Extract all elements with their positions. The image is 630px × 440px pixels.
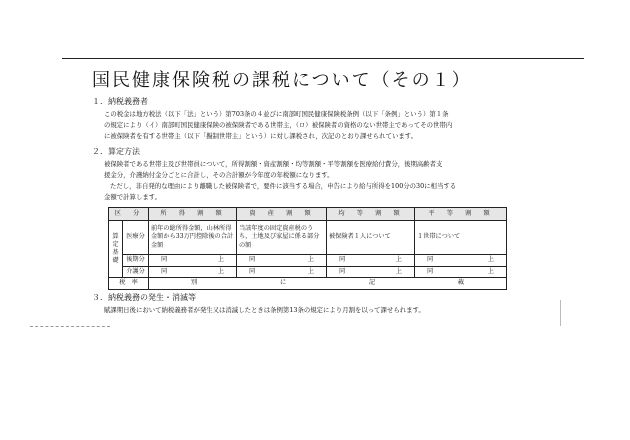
header-income-levy: 所 得 割 額 <box>149 208 237 221</box>
header-category: 区 分 <box>109 208 149 221</box>
section-2-line-2: 援金分，介護納付金分ごとに合計し，その合計額が今年度の年税額になります。 <box>104 171 334 179</box>
table-row: 後期分 同 上 同 上 同 上 同 上 <box>109 255 507 267</box>
row-label-medical: 医療分 <box>123 221 149 255</box>
page-edge-mark <box>560 300 595 326</box>
row-label-tax-rate: 税 率 <box>109 278 149 290</box>
document-title: 国民健康保険税の課税について（その１） <box>92 70 472 91</box>
calculation-basis-label: 算 定 基 礎 <box>109 221 123 278</box>
tax-calculation-table <box>108 207 507 290</box>
header-equal-levy: 均 等 割 額 <box>327 208 415 221</box>
header-asset-levy: 資 産 割 額 <box>237 208 327 221</box>
section-2-line-3: ただし，非自発的な理由により離職した被保険者で，要件に該当する場合，申告により給与所得を100分の30に相当する <box>110 182 457 190</box>
section-2-line-1: 被保険者である世帯主及び世帯員について，所得割額・資産割額・均等割額・平等割額を医療給付費分，後期高齢者支 <box>104 160 443 168</box>
section-1-line-3: に被保険者を有する世帯主（以下「擬制世帯主」という）に対し課税され，次記のとおり課せられています。 <box>104 132 418 140</box>
section-1-line-2: の規定により（イ）南部町国民健康保険の被保険者である世帯主，（ロ）被保険者の資格のない世帯主であってその世帯内 <box>104 121 453 129</box>
table-header-row <box>109 208 507 221</box>
header-flat-levy: 平 等 割 額 <box>415 208 507 221</box>
tax-rate-note: 別 に 記 載 <box>149 278 507 290</box>
medical-income-cell: 前年の総所得金額，山林所得金額から33万円控除後の合計金額 <box>149 221 237 255</box>
table-row: 介護分 同 上 同 上 同 上 同 上 <box>109 266 507 278</box>
medical-equal-cell: 被保険者１人について <box>327 221 415 255</box>
section-1-heading: １．納税義務者 <box>92 97 148 106</box>
table-row <box>109 221 507 255</box>
scan-artifact-line <box>30 326 110 327</box>
medical-asset-cell: 当該年度の固定資産税のうち，土地及び家屋に係る部分の額 <box>237 221 327 255</box>
table-row <box>109 278 507 290</box>
section-3-heading: ３．納税義務の発生・消滅等 <box>92 293 196 302</box>
section-1-line-1: この税金は地方税法（以下「法」という）第703条の４並びに南部町国民健康保険税条例（以下「条例」という）第１条 <box>104 110 449 118</box>
section-3-line-1: 賦課期日後において納税義務者が発生又は消滅したときは条例第13条の規定により月割を以って課せられます。 <box>104 306 425 314</box>
row-label-care: 介護分 <box>123 266 149 278</box>
top-rule <box>62 58 584 59</box>
medical-flat-cell: １世帯について <box>415 221 507 255</box>
section-2-heading: ２．算定方法 <box>92 147 140 156</box>
section-2-line-4: 金額で計算します。 <box>104 193 162 201</box>
row-label-support: 後期分 <box>123 255 149 267</box>
